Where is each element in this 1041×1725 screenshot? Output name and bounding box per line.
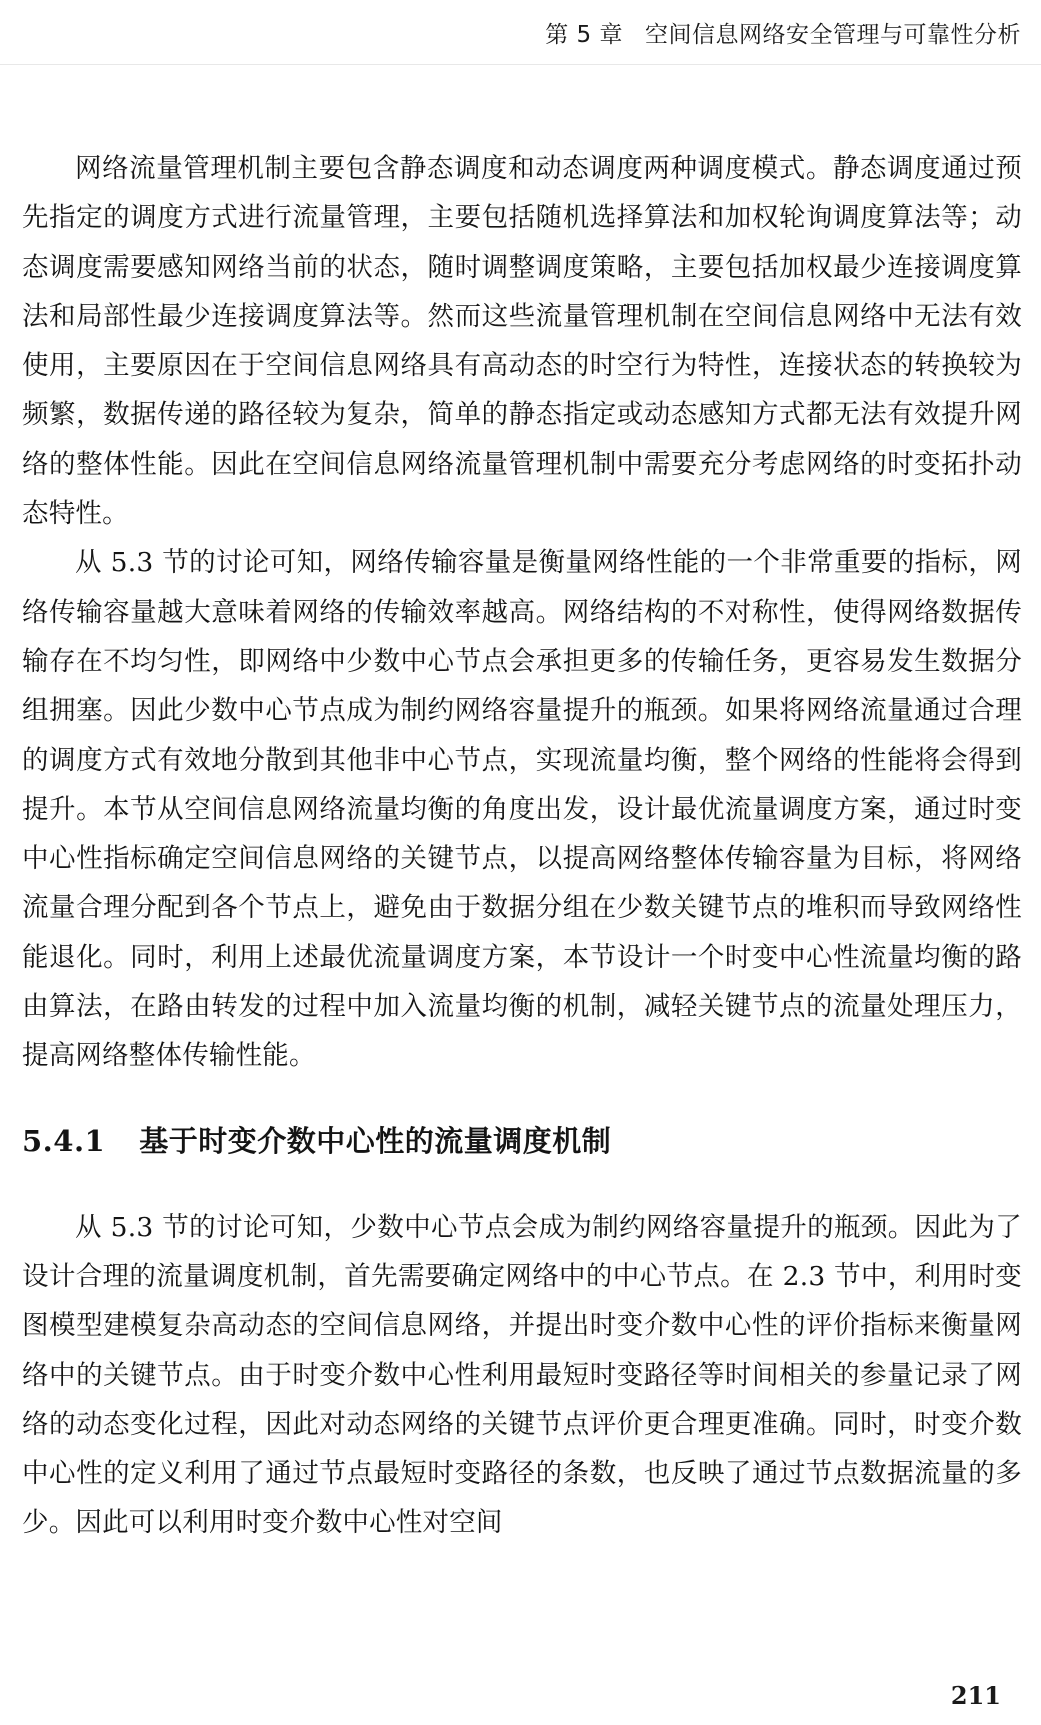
header-divider (0, 64, 1041, 65)
page-body (22, 144, 1022, 1548)
section-title: 基于时变介数中心性的流量调度机制 (139, 1123, 612, 1158)
running-header (545, 16, 1021, 49)
paragraph-traffic-management: 网络流量管理机制主要包含静态调度和动态调度两种调度模式。静态调度通过预先指定的调度方式进行流量管理，主要包括随机选择算法和加权轮询调度算法等；动态调度需要感知网络当前的状态，随时调整调度策略，主要包括加权最少连接调度算法和局部性最少连接调度算法等。然而这些流量管理机制在空间信息网络中无法有效使用，主要原因在于空间信息网络具有高动态的时空行为特性，连接状态的转换较为频繁，数据传递的路径较为复杂，简单的静态指定或动态感知方式都无法有效提升网络的整体性能。因此在空间信息网络流量管理机制中需要充分考虑网络的时变拓扑动态特性。 (22, 153, 1022, 530)
section-heading (22, 1121, 1022, 1161)
header-chapter: 第 5 章 (545, 22, 623, 48)
paragraph-betweenness-centrality: 从 5.3 节的讨论可知，少数中心节点会成为制约网络容量提升的瓶颈。因此为了设计合理的流量调度机制，首先需要确定网络中的中心节点。在 2.3 节中，利用时变图模型建模复杂高动态的空间信息网络，并提出时变介数中心性的评价指标来衡量网络中的关键节点。由于时变介数中心性利用最短时变路径等时间相关的参量记录了网络的动态变化过程，因此对动态网络的关键节点评价更合理更准确。同时，时变介数中心性的定义利用了通过节点最短时变路径的条数，也反映了通过节点数据流量的多少。因此可以利用时变介数中心性对空间 (22, 1211, 1022, 1539)
header-title: 空间信息网络安全管理与可靠性分析 (645, 22, 1021, 48)
page-number: 211 (950, 1681, 1001, 1710)
paragraph-transmission-capacity: 从 5.3 节的讨论可知，网络传输容量是衡量网络性能的一个非常重要的指标，网络传输容量越大意味着网络的传输效率越高。网络结构的不对称性，使得网络数据传输存在不均匀性，即网络中少数中心节点会承担更多的传输任务，更容易发生数据分组拥塞。因此少数中心节点成为制约网络容量提升的瓶颈。如果将网络流量通过合理的调度方式有效地分散到其他非中心节点，实现流量均衡，整个网络的性能将会得到提升。本节从空间信息网络流量均衡的角度出发，设计最优流量调度方案，通过时变中心性指标确定空间信息网络的关键节点，以提高网络整体传输容量为目标，将网络流量合理分配到各个节点上，避免由于数据分组在少数关键节点的堆积而导致网络性能退化。同时，利用上述最优流量调度方案，本节设计一个时变中心性流量均衡的路由算法，在路由转发的过程中加入流量均衡的机制，减轻关键节点的流量处理压力，提高网络整体传输性能。 (22, 547, 1022, 1072)
section-number: 5.4.1 (22, 1123, 106, 1158)
